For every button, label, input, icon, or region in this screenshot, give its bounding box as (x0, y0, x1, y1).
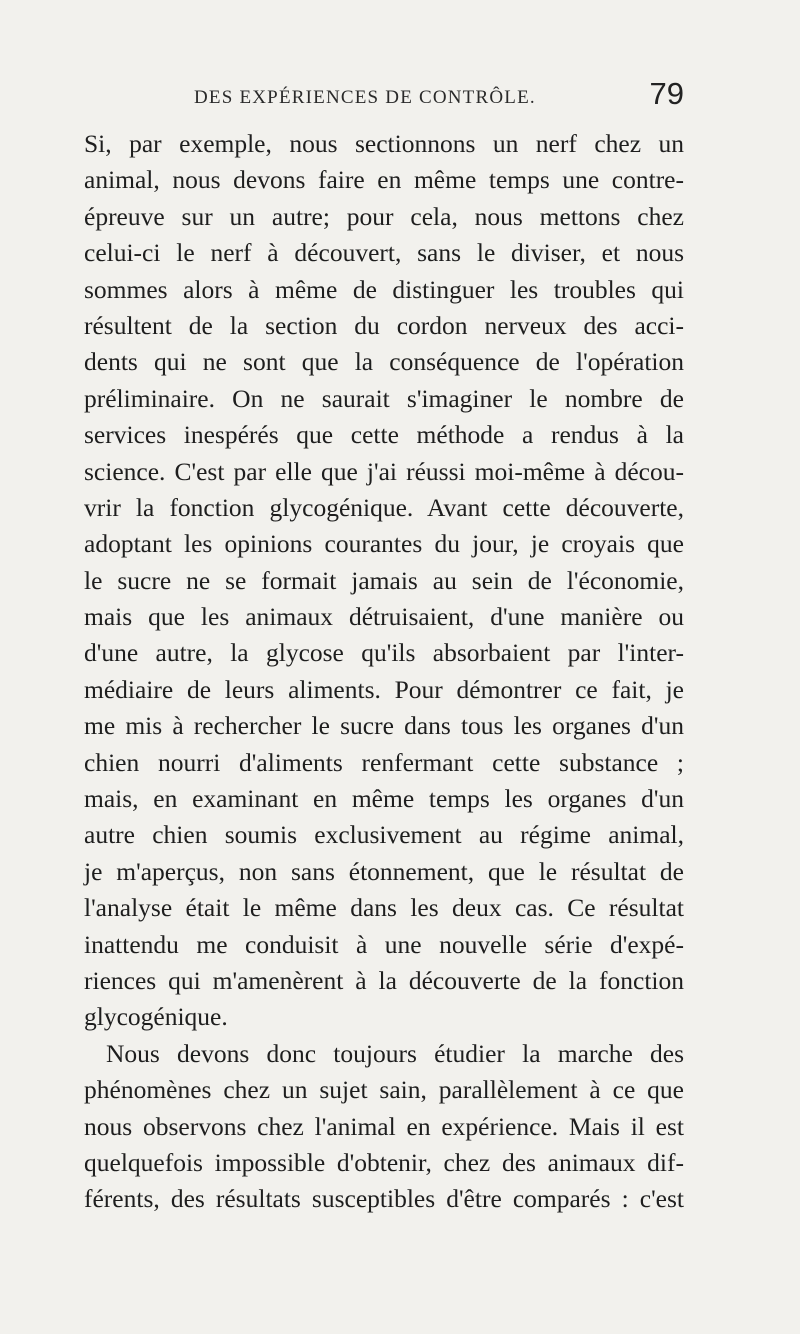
text-line: nous observons chez l'animal en expérience. Mais il est (84, 1111, 684, 1141)
page-header (84, 78, 684, 118)
text-line: dents qui ne sont que la conséquence de l'opération (84, 347, 684, 377)
text-line: mais, en examinant en même temps les organes d'un (84, 784, 684, 814)
text-line: quelquefois impossible d'obtenir, chez des animaux dif- (84, 1147, 684, 1177)
text-line: sommes alors à même de distinguer les troubles qui (84, 274, 684, 304)
text-line: chien nourri d'aliments renfermant cette substance ; (84, 747, 684, 777)
text-line: vrir la fonction glycogénique. Avant cette découverte, (84, 492, 684, 522)
text-line: me mis à rechercher le sucre dans tous les organes d'un (84, 711, 684, 741)
text-line: animal, nous devons faire en même temps une contre- (84, 165, 684, 195)
text-line: d'une autre, la glycose qu'ils absorbaient par l'inter- (84, 638, 684, 668)
text-line: services inespérés que cette méthode a rendus à la (84, 420, 684, 450)
text-line: mais que les animaux détruisaient, d'une manière ou (84, 602, 684, 632)
text-line: Si, par exemple, nous sectionnons un nerf chez un (84, 129, 684, 158)
text-line: préliminaire. On ne saurait s'imaginer le nombre de (84, 383, 684, 413)
text-line: épreuve sur un autre; pour cela, nous mettons chez (84, 201, 684, 231)
text-line: résultent de la section du cordon nerveux des acci- (84, 310, 684, 340)
running-head: DES EXPÉRIENCES DE CONTRÔLE. (194, 87, 536, 108)
text-line: je m'aperçus, non sans étonnement, que le résultat de (84, 856, 684, 886)
text-line: celui-ci le nerf à découvert, sans le diviser, et nous (84, 238, 684, 268)
text-line: médiaire de leurs aliments. Pour démontrer ce fait, je (84, 674, 684, 704)
page-number: 79 (649, 76, 684, 111)
text-line: inattendu me conduisit à une nouvelle série d'expé- (84, 929, 684, 959)
text-line: autre chien soumis exclusivement au régime animal, (84, 820, 684, 850)
text-line: riences qui m'amenèrent à la découverte de la fonction (84, 965, 684, 995)
text-line: le sucre ne se formait jamais au sein de l'économie, (84, 565, 684, 595)
text-line-paragraph-start: Nous devons donc toujours étudier la marche des (106, 1038, 684, 1068)
text-line-paragraph-end: glycogénique. (84, 1002, 228, 1032)
body-text (84, 126, 684, 1218)
text-line: science. C'est par elle que j'ai réussi moi-même à décou- (84, 456, 684, 486)
text-line: adoptant les opinions courantes du jour, je croyais que (84, 529, 684, 559)
text-line: phénomènes chez un sujet sain, parallèlement à ce que (84, 1075, 684, 1105)
text-line: férents, des résultats susceptibles d'être comparés : c'est (84, 1184, 684, 1214)
text-line: l'analyse était le même dans les deux cas. Ce résultat (84, 893, 684, 923)
